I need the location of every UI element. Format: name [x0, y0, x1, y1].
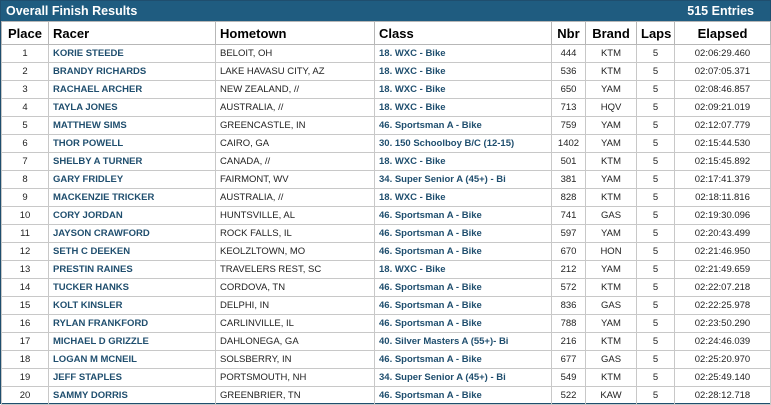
laps-cell: 5	[637, 135, 675, 153]
number-cell: 444	[552, 45, 586, 63]
class-link[interactable]: 30. 150 Schoolboy B/C (12-15)	[375, 135, 552, 153]
number-cell: 501	[552, 153, 586, 171]
hometown-cell: LAKE HAVASU CITY, AZ	[216, 63, 375, 81]
elapsed-cell: 02:22:25.978	[675, 297, 771, 315]
table-row	[2, 153, 771, 171]
hometown-cell: HUNTSVILLE, AL	[216, 207, 375, 225]
class-link[interactable]: 18. WXC - Bike	[375, 81, 552, 99]
place-cell: 10	[2, 207, 49, 225]
class-link[interactable]: 46. Sportsman A - Bike	[375, 297, 552, 315]
racer-name-link[interactable]: BRANDY RICHARDS	[49, 63, 216, 81]
laps-cell: 5	[637, 297, 675, 315]
place-cell: 1	[2, 45, 49, 63]
class-link[interactable]: 18. WXC - Bike	[375, 261, 552, 279]
brand-cell: HON	[586, 243, 637, 261]
hometown-cell: CARLINVILLE, IL	[216, 315, 375, 333]
elapsed-cell: 02:06:29.460	[675, 45, 771, 63]
number-cell: 549	[552, 369, 586, 387]
column-header-laps[interactable]: Laps	[637, 22, 675, 45]
racer-name-link[interactable]: KORIE STEEDE	[49, 45, 216, 63]
place-cell: 20	[2, 387, 49, 405]
racer-name-link[interactable]: MACKENZIE TRICKER	[49, 189, 216, 207]
hometown-cell: CANADA, //	[216, 153, 375, 171]
laps-cell: 5	[637, 333, 675, 351]
place-cell: 12	[2, 243, 49, 261]
laps-cell: 5	[637, 225, 675, 243]
number-cell: 828	[552, 189, 586, 207]
brand-cell: KTM	[586, 153, 637, 171]
hometown-cell: AUSTRALIA, //	[216, 99, 375, 117]
results-title: Overall Finish Results	[6, 4, 138, 18]
table-row	[2, 351, 771, 369]
number-cell: 741	[552, 207, 586, 225]
number-cell: 713	[552, 99, 586, 117]
hometown-cell: NEW ZEALAND, //	[216, 81, 375, 99]
brand-cell: GAS	[586, 351, 637, 369]
class-link[interactable]: 46. Sportsman A - Bike	[375, 207, 552, 225]
hometown-cell: CAIRO, GA	[216, 135, 375, 153]
place-cell: 2	[2, 63, 49, 81]
class-link[interactable]: 18. WXC - Bike	[375, 153, 552, 171]
results-table	[1, 21, 771, 405]
hometown-cell: TRAVELERS REST, SC	[216, 261, 375, 279]
elapsed-cell: 02:25:20.970	[675, 351, 771, 369]
table-row	[2, 171, 771, 189]
place-cell: 18	[2, 351, 49, 369]
laps-cell: 5	[637, 261, 675, 279]
laps-cell: 5	[637, 315, 675, 333]
laps-cell: 5	[637, 81, 675, 99]
class-link[interactable]: 18. WXC - Bike	[375, 189, 552, 207]
class-link[interactable]: 46. Sportsman A - Bike	[375, 351, 552, 369]
class-link[interactable]: 34. Super Senior A (45+) - Bi	[375, 171, 552, 189]
racer-name-link[interactable]: KOLT KINSLER	[49, 297, 216, 315]
brand-cell: YAM	[586, 225, 637, 243]
hometown-cell: BELOIT, OH	[216, 45, 375, 63]
table-row	[2, 243, 771, 261]
elapsed-cell: 02:19:30.096	[675, 207, 771, 225]
place-cell: 5	[2, 117, 49, 135]
number-cell: 536	[552, 63, 586, 81]
elapsed-cell: 02:12:07.779	[675, 117, 771, 135]
brand-cell: YAM	[586, 171, 637, 189]
racer-name-link[interactable]: MICHAEL D GRIZZLE	[49, 333, 216, 351]
laps-cell: 5	[637, 243, 675, 261]
brand-cell: KTM	[586, 63, 637, 81]
number-cell: 670	[552, 243, 586, 261]
table-row	[2, 135, 771, 153]
elapsed-cell: 02:24:46.039	[675, 333, 771, 351]
hometown-cell: PORTSMOUTH, NH	[216, 369, 375, 387]
racer-name-link[interactable]: SHELBY A TURNER	[49, 153, 216, 171]
place-cell: 13	[2, 261, 49, 279]
class-link[interactable]: 18. WXC - Bike	[375, 63, 552, 81]
laps-cell: 5	[637, 351, 675, 369]
place-cell: 14	[2, 279, 49, 297]
racer-name-link[interactable]: RACHAEL ARCHER	[49, 81, 216, 99]
place-cell: 17	[2, 333, 49, 351]
column-header-place[interactable]: Place	[2, 22, 49, 45]
results-body	[2, 45, 771, 405]
number-cell: 836	[552, 297, 586, 315]
number-cell: 522	[552, 387, 586, 405]
elapsed-cell: 02:21:49.659	[675, 261, 771, 279]
laps-cell: 5	[637, 171, 675, 189]
hometown-cell: KEOLZLTOWN, MO	[216, 243, 375, 261]
class-link[interactable]: 46. Sportsman A - Bike	[375, 117, 552, 135]
class-link[interactable]: 46. Sportsman A - Bike	[375, 279, 552, 297]
brand-cell: YAM	[586, 117, 637, 135]
table-row	[2, 261, 771, 279]
brand-cell: KTM	[586, 333, 637, 351]
elapsed-cell: 02:25:49.140	[675, 369, 771, 387]
place-cell: 7	[2, 153, 49, 171]
elapsed-cell: 02:23:50.290	[675, 315, 771, 333]
racer-name-link[interactable]: LOGAN M MCNEIL	[49, 351, 216, 369]
elapsed-cell: 02:08:46.857	[675, 81, 771, 99]
laps-cell: 5	[637, 45, 675, 63]
brand-cell: HQV	[586, 99, 637, 117]
hometown-cell: GREENCASTLE, IN	[216, 117, 375, 135]
class-link[interactable]: 46. Sportsman A - Bike	[375, 315, 552, 333]
place-cell: 16	[2, 315, 49, 333]
column-header-elapsed[interactable]: Elapsed	[675, 22, 771, 45]
elapsed-cell: 02:21:46.950	[675, 243, 771, 261]
column-header-brand[interactable]: Brand	[586, 22, 637, 45]
table-row	[2, 225, 771, 243]
racer-name-link[interactable]: MATTHEW SIMS	[49, 117, 216, 135]
place-cell: 11	[2, 225, 49, 243]
elapsed-cell: 02:15:44.530	[675, 135, 771, 153]
brand-cell: YAM	[586, 135, 637, 153]
number-cell: 677	[552, 351, 586, 369]
elapsed-cell: 02:17:41.379	[675, 171, 771, 189]
number-cell: 572	[552, 279, 586, 297]
laps-cell: 5	[637, 189, 675, 207]
laps-cell: 5	[637, 117, 675, 135]
brand-cell: YAM	[586, 315, 637, 333]
table-row	[2, 207, 771, 225]
number-cell: 381	[552, 171, 586, 189]
hometown-cell: FAIRMONT, WV	[216, 171, 375, 189]
racer-name-link[interactable]: PRESTIN RAINES	[49, 261, 216, 279]
elapsed-cell: 02:07:05.371	[675, 63, 771, 81]
table-row	[2, 81, 771, 99]
class-link[interactable]: 40. Silver Masters A (55+)- Bi	[375, 333, 552, 351]
brand-cell: YAM	[586, 81, 637, 99]
racer-name-link[interactable]: SETH C DEEKEN	[49, 243, 216, 261]
racer-name-link[interactable]: GARY FRIDLEY	[49, 171, 216, 189]
brand-cell: KTM	[586, 45, 637, 63]
table-row	[2, 117, 771, 135]
table-row	[2, 333, 771, 351]
number-cell: 597	[552, 225, 586, 243]
laps-cell: 5	[637, 63, 675, 81]
brand-cell: GAS	[586, 207, 637, 225]
elapsed-cell: 02:09:21.019	[675, 99, 771, 117]
laps-cell: 5	[637, 279, 675, 297]
racer-name-link[interactable]: SAMMY DORRIS	[49, 387, 216, 405]
class-link[interactable]: 18. WXC - Bike	[375, 45, 552, 63]
brand-cell: YAM	[586, 261, 637, 279]
laps-cell: 5	[637, 99, 675, 117]
table-row	[2, 45, 771, 63]
table-row	[2, 315, 771, 333]
class-link[interactable]: 34. Super Senior A (45+) - Bi	[375, 369, 552, 387]
brand-cell: KTM	[586, 369, 637, 387]
table-row	[2, 369, 771, 387]
hometown-cell: GREENBRIER, TN	[216, 387, 375, 405]
number-cell: 1402	[552, 135, 586, 153]
results-title-bar	[1, 1, 770, 21]
class-link[interactable]: 46. Sportsman A - Bike	[375, 225, 552, 243]
entries-count: 515 Entries	[687, 4, 754, 18]
column-header-class[interactable]: Class	[375, 22, 552, 45]
class-link[interactable]: 46. Sportsman A - Bike	[375, 387, 552, 405]
table-row	[2, 99, 771, 117]
brand-cell: KAW	[586, 387, 637, 405]
number-cell: 759	[552, 117, 586, 135]
hometown-cell: DAHLONEGA, GA	[216, 333, 375, 351]
place-cell: 9	[2, 189, 49, 207]
elapsed-cell: 02:20:43.499	[675, 225, 771, 243]
class-link[interactable]: 18. WXC - Bike	[375, 99, 552, 117]
hometown-cell: AUSTRALIA, //	[216, 189, 375, 207]
hometown-cell: DELPHI, IN	[216, 297, 375, 315]
table-row	[2, 387, 771, 405]
racer-name-link[interactable]: JEFF STAPLES	[49, 369, 216, 387]
table-row	[2, 279, 771, 297]
table-row	[2, 189, 771, 207]
place-cell: 4	[2, 99, 49, 117]
racer-name-link[interactable]: TAYLA JONES	[49, 99, 216, 117]
place-cell: 3	[2, 81, 49, 99]
racer-name-link[interactable]: CORY JORDAN	[49, 207, 216, 225]
hometown-cell: SOLSBERRY, IN	[216, 351, 375, 369]
racer-name-link[interactable]: JAYSON CRAWFORD	[49, 225, 216, 243]
hometown-cell: CORDOVA, TN	[216, 279, 375, 297]
place-cell: 6	[2, 135, 49, 153]
table-row	[2, 297, 771, 315]
number-cell: 650	[552, 81, 586, 99]
place-cell: 8	[2, 171, 49, 189]
brand-cell: KTM	[586, 189, 637, 207]
elapsed-cell: 02:15:45.892	[675, 153, 771, 171]
column-header-hometown[interactable]: Hometown	[216, 22, 375, 45]
racer-name-link[interactable]: THOR POWELL	[49, 135, 216, 153]
laps-cell: 5	[637, 207, 675, 225]
number-cell: 216	[552, 333, 586, 351]
hometown-cell: ROCK FALLS, IL	[216, 225, 375, 243]
header-row	[2, 22, 771, 45]
table-row	[2, 63, 771, 81]
elapsed-cell: 02:22:07.218	[675, 279, 771, 297]
column-header-nbr[interactable]: Nbr	[552, 22, 586, 45]
elapsed-cell: 02:28:12.718	[675, 387, 771, 405]
class-link[interactable]: 46. Sportsman A - Bike	[375, 243, 552, 261]
laps-cell: 5	[637, 369, 675, 387]
number-cell: 212	[552, 261, 586, 279]
place-cell: 15	[2, 297, 49, 315]
brand-cell: KTM	[586, 279, 637, 297]
elapsed-cell: 02:18:11.816	[675, 189, 771, 207]
racer-name-link[interactable]: TUCKER HANKS	[49, 279, 216, 297]
brand-cell: GAS	[586, 297, 637, 315]
laps-cell: 5	[637, 153, 675, 171]
column-header-racer[interactable]: Racer	[49, 22, 216, 45]
racer-name-link[interactable]: RYLAN FRANKFORD	[49, 315, 216, 333]
laps-cell: 5	[637, 387, 675, 405]
place-cell: 19	[2, 369, 49, 387]
number-cell: 788	[552, 315, 586, 333]
